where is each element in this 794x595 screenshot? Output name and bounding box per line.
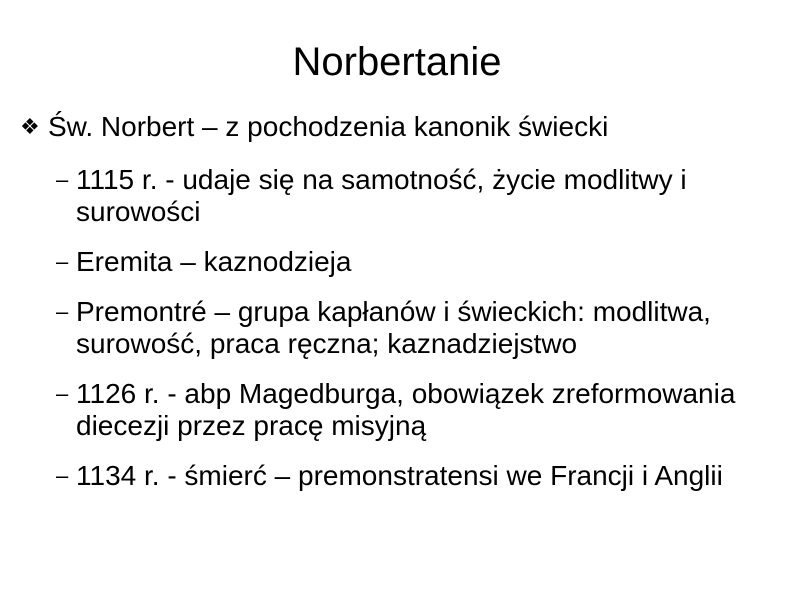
dash-bullet-icon: –	[56, 299, 69, 324]
sub-bullet-text: 1126 r. - abp Magedburga, obowiązek zreformowania diecezji przez pracę misyjną	[76, 378, 736, 441]
main-bullet-text: Św. Norbert – z pochodzenia kanonik świecki	[48, 111, 609, 142]
dash-bullet-icon: –	[56, 463, 69, 488]
diamond-bullet-icon: ❖	[20, 114, 40, 139]
dash-bullet-icon: –	[56, 381, 69, 406]
sub-bullet-text: Eremita – kaznodzieja	[76, 246, 352, 277]
dash-bullet-icon: –	[56, 249, 69, 274]
main-bullet	[20, 110, 608, 144]
dash-bullet-icon: –	[56, 167, 69, 192]
sub-bullet-text: Premontré – grupa kapłanów i świeckich: modlitwa, surowość, praca ręczna; kaznadziejstwo	[76, 296, 711, 359]
sub-bullet-list	[56, 164, 786, 510]
sub-bullet-item	[56, 378, 786, 442]
sub-bullet-item	[56, 164, 786, 228]
sub-bullet-item	[56, 246, 786, 278]
slide-title: Norbertanie	[292, 40, 502, 84]
sub-bullet-item	[56, 296, 786, 360]
sub-bullet-text: 1115 r. - udaje się na samotność, życie modlitwy i surowości	[76, 164, 687, 227]
sub-bullet-item	[56, 460, 786, 492]
sub-bullet-text: 1134 r. - śmierć – premonstratensi we Francji i Anglii	[76, 460, 723, 491]
